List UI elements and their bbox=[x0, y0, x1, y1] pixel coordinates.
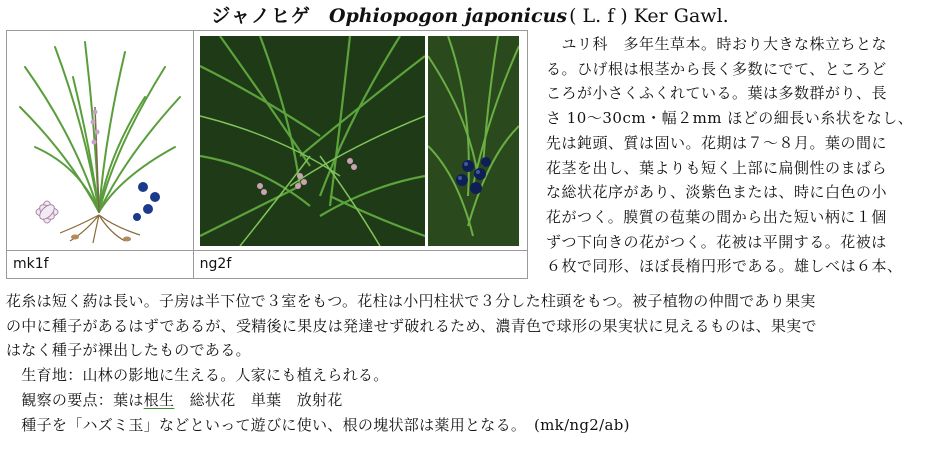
caption-ng2f: ng2f bbox=[193, 251, 527, 279]
text-line: の中に種子があるはずであるが、受精後に果皮は発達せず破れるため、濃青色で球形の果実状に見えるものは、果実で bbox=[6, 316, 817, 335]
botanical-illustration bbox=[15, 37, 183, 245]
page-title bbox=[0, 4, 940, 28]
photo-cell bbox=[193, 31, 527, 251]
observation-underlined: 根生 bbox=[143, 390, 175, 409]
text-line: 花がつく。膜質の苞葉の間から出た短い柄に１個 bbox=[546, 207, 887, 226]
description-side bbox=[546, 32, 938, 279]
text-line: 先は鈍頭、質は固い。花期は７～８月。葉の間に bbox=[546, 133, 888, 152]
habitat-line: 生育地：山林の影地に生える。人家にも植えられる。 bbox=[6, 366, 389, 385]
text-line: な総状花序があり、淡紫色または、時に白色の小 bbox=[546, 183, 888, 202]
description-full bbox=[6, 289, 938, 437]
text-line: 花糸は短く葯は長い。子房は半下位で３室をもつ。花柱は小円柱状で３分した柱頭をもつ。被子植物の仲間であり果実 bbox=[6, 292, 816, 310]
note-line: 種子を「ハズミ玉」などといって遊びに使い、根の塊状部は薬用となる。 (mk/ng2/ab) bbox=[6, 415, 630, 434]
observation-prefix: 観察の要点：葉は bbox=[6, 390, 144, 409]
text-line: ずつ下向きの花がつく。花被は平開する。花被は bbox=[546, 232, 887, 251]
author-citation: ( L. f ) Ker Gawl. bbox=[569, 5, 729, 27]
illustration-cell bbox=[7, 31, 194, 251]
plant-photo-1 bbox=[200, 36, 425, 246]
observation-line bbox=[6, 388, 938, 413]
figure-table bbox=[6, 30, 528, 279]
text-line: 花茎を出し、葉よりも短く上部に扁側性のまばら bbox=[546, 158, 888, 177]
text-line: さ 10～30cm・幅２mm ほどの細長い糸状をなし、 bbox=[546, 109, 914, 128]
observation-rest: 総状花 単葉 放射花 bbox=[174, 390, 343, 409]
caption-mk1f: mk1f bbox=[7, 251, 194, 279]
text-line: ６枚で同形、ほぼ長楕円形である。雄しべは６本、 bbox=[546, 257, 903, 276]
text-line: ころが小さくふくれている。葉は多数群がり、長 bbox=[546, 84, 888, 103]
plant-photo-2 bbox=[428, 36, 519, 246]
scientific-name: Ophiopogon japonicus bbox=[328, 5, 568, 27]
japanese-name: ジャノヒゲ bbox=[211, 5, 311, 27]
text-line: ユリ科 多年生草本。時おり大きな株立ちとな bbox=[546, 35, 888, 53]
text-line: る。ひげ根は根茎から長く多数にでて、ところど bbox=[546, 59, 887, 78]
text-line: はなく種子が裸出したものである。 bbox=[6, 341, 251, 360]
